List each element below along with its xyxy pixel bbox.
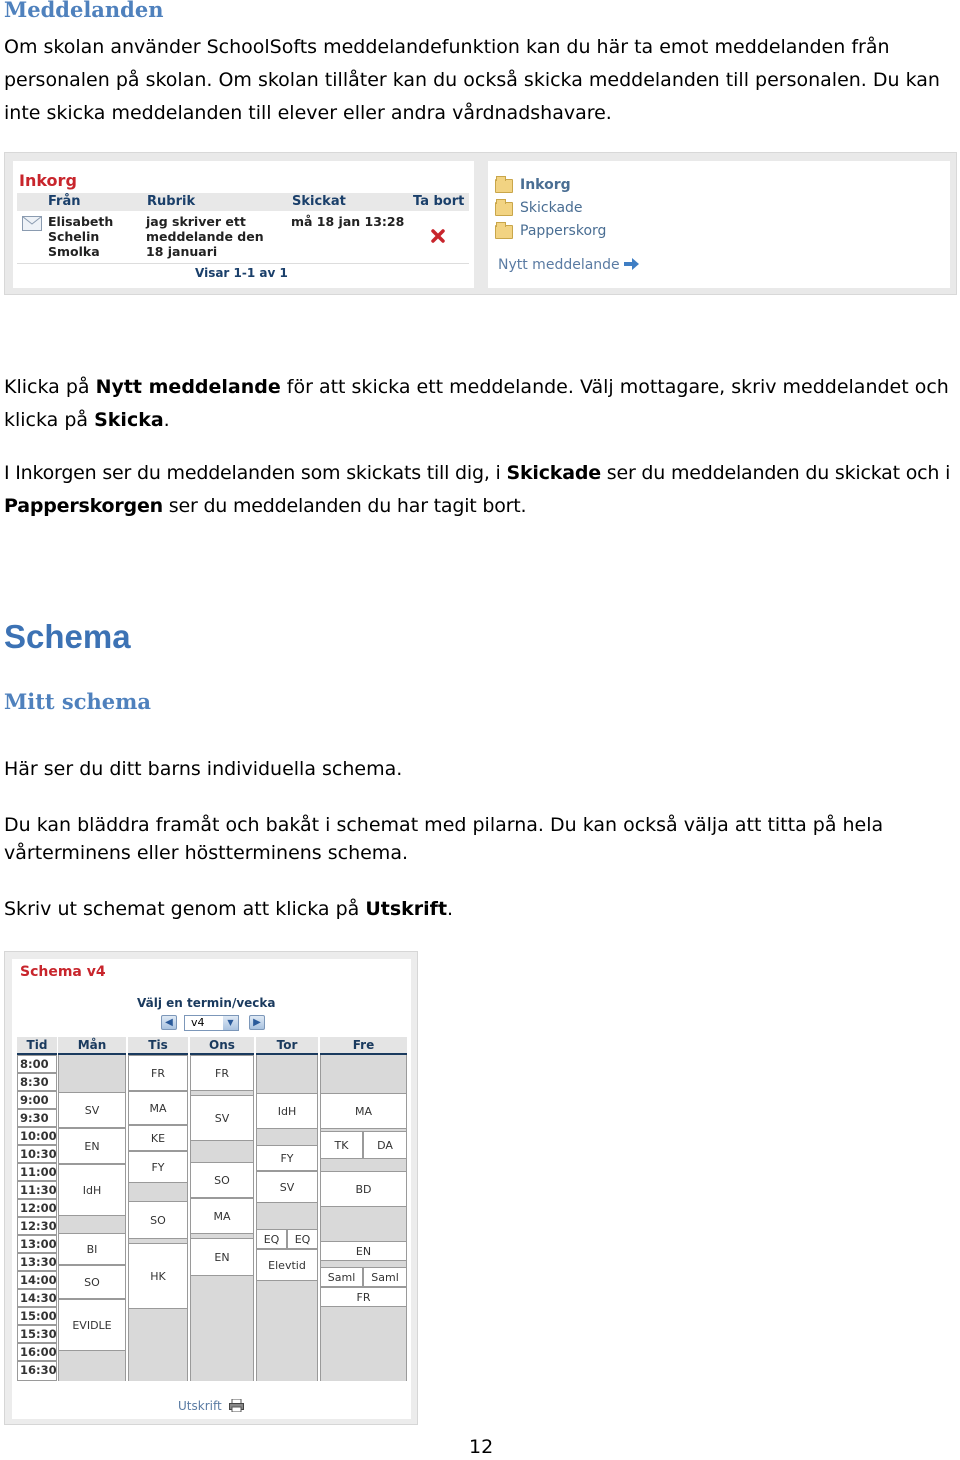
select-label: Välj en termin/vecka xyxy=(137,996,276,1010)
message-from[interactable] xyxy=(48,214,113,259)
text: Klicka på xyxy=(4,376,96,398)
lesson-cell[interactable]: IdH xyxy=(58,1164,126,1216)
lesson-cell[interactable]: MA xyxy=(128,1091,188,1125)
header-thu: Tor xyxy=(256,1037,318,1055)
print-label: Utskrift xyxy=(178,1399,222,1413)
bold-text: Nytt meddelande xyxy=(95,376,281,398)
divider xyxy=(17,263,469,264)
lesson-cell[interactable]: EQ xyxy=(287,1229,318,1249)
week-select-value: v4 xyxy=(191,1016,205,1029)
bold-text: Skickade xyxy=(506,462,601,484)
pager-text: Visar 1-1 av 1 xyxy=(195,266,288,280)
lesson-cell[interactable]: EN xyxy=(190,1238,254,1276)
next-week-button[interactable]: ▶ xyxy=(249,1015,265,1030)
text: I Inkorgen ser du meddelanden som skickats till dig, i xyxy=(4,462,507,484)
time-cell: 10:00 xyxy=(17,1127,57,1145)
lesson-cell[interactable]: SO xyxy=(128,1201,188,1239)
text: Skriv ut schemat genom att klicka på xyxy=(4,898,366,920)
intro-line: Om skolan använder SchoolSofts meddelandefunktion kan du här ta emot meddelanden från xyxy=(4,36,890,58)
lesson-cell[interactable]: IdH xyxy=(256,1093,318,1129)
time-cell: 8:00 xyxy=(17,1055,57,1073)
delete-icon[interactable] xyxy=(430,228,446,244)
instruction-line xyxy=(4,371,954,404)
lesson-cell[interactable]: Elevtid xyxy=(256,1249,318,1281)
folder-icon xyxy=(495,179,513,193)
lesson-cell[interactable]: FY xyxy=(128,1151,188,1183)
folder-label: Papperskorg xyxy=(520,223,607,239)
from-line: Elisabeth xyxy=(48,214,114,229)
lesson-cell[interactable]: BI xyxy=(58,1233,126,1265)
printer-icon xyxy=(229,1399,244,1412)
lesson-cell[interactable]: EN xyxy=(58,1128,126,1164)
header-wed: Ons xyxy=(190,1037,254,1055)
folder-label: Skickade xyxy=(520,200,583,216)
time-cell: 9:30 xyxy=(17,1109,57,1127)
lesson-cell[interactable]: EQ xyxy=(256,1229,287,1249)
time-cell: 10:30 xyxy=(17,1145,57,1163)
text: . xyxy=(447,898,454,920)
instruction-line xyxy=(4,490,960,523)
time-cell: 13:00 xyxy=(17,1235,57,1253)
time-cell: 14:30 xyxy=(17,1289,57,1307)
lesson-cell[interactable]: EN xyxy=(320,1241,407,1261)
col-subject[interactable]: Rubrik xyxy=(147,194,196,209)
lesson-cell[interactable]: SO xyxy=(190,1162,254,1198)
time-cell: 16:30 xyxy=(17,1361,57,1381)
schema-paragraph-3 xyxy=(4,895,453,923)
time-cell: 12:00 xyxy=(17,1199,57,1217)
subheading-mitt-schema: Mitt schema xyxy=(4,689,151,714)
lesson-cell[interactable]: HK xyxy=(128,1243,188,1309)
time-cell: 9:00 xyxy=(17,1091,57,1109)
instruction-line xyxy=(4,404,954,437)
text-line: Du kan bläddra framåt och bakåt i schemat med pilarna. Du kan också välja att titta på hela xyxy=(4,814,884,836)
col-sent[interactable]: Skickat xyxy=(292,194,346,209)
new-message-label: Nytt meddelande xyxy=(498,257,620,273)
new-message-link[interactable] xyxy=(498,257,640,273)
schedule-screenshot xyxy=(4,951,418,1425)
instructions-paragraph-2 xyxy=(4,457,960,523)
lesson-cell[interactable]: TK xyxy=(320,1131,363,1159)
lesson-cell[interactable]: Saml xyxy=(363,1267,407,1287)
message-sent: må 18 jan 13:28 xyxy=(291,214,405,229)
subject-line: meddelande den xyxy=(146,229,264,244)
intro-line: personalen på skolan. Om skolan tillåter kan du också skicka meddelanden till personalen. Du kan xyxy=(4,69,940,91)
time-cell: 14:00 xyxy=(17,1271,57,1289)
time-cell: 13:30 xyxy=(17,1253,57,1271)
lesson-cell[interactable]: FR xyxy=(190,1055,254,1091)
inbox-title: Inkorg xyxy=(19,171,77,190)
chevron-down-icon: ▼ xyxy=(223,1016,238,1030)
intro-line: inte skicka meddelanden till elever eller andra vårdnadshavare. xyxy=(4,102,612,124)
time-cell: 11:30 xyxy=(17,1181,57,1199)
text: . xyxy=(163,409,170,431)
time-cell: 16:00 xyxy=(17,1343,57,1361)
time-cell: 15:30 xyxy=(17,1325,57,1343)
text: ser du meddelanden du har tagit bort. xyxy=(162,495,527,517)
text: för att skicka ett meddelande. Välj mottagare, skriv meddelandet och xyxy=(280,376,949,398)
header-fre: Fre xyxy=(320,1037,407,1055)
bold-text: Skicka xyxy=(94,409,164,431)
bold-text: Utskrift xyxy=(365,898,448,920)
time-cell: 15:00 xyxy=(17,1307,57,1325)
folder-label: Inkorg xyxy=(520,177,571,193)
lesson-cell[interactable]: Saml xyxy=(320,1267,363,1287)
subject-line: jag skriver ett xyxy=(146,214,246,229)
intro-paragraph xyxy=(4,31,954,130)
lesson-cell[interactable]: SV xyxy=(58,1092,126,1128)
folders-panel xyxy=(488,161,950,288)
envelope-icon xyxy=(22,216,42,231)
header-tue: Tis xyxy=(128,1037,188,1055)
instructions-paragraph-1 xyxy=(4,371,954,437)
header-tid: Tid xyxy=(17,1037,57,1055)
schedule-panel xyxy=(12,959,411,1419)
lesson-cell[interactable]: EVIDLE xyxy=(58,1299,126,1351)
lesson-cell[interactable]: MA xyxy=(320,1093,407,1129)
print-link[interactable] xyxy=(178,1399,244,1413)
prev-week-button[interactable]: ◀ xyxy=(161,1015,177,1030)
lesson-cell[interactable]: KE xyxy=(128,1125,188,1151)
lesson-cell[interactable]: SV xyxy=(190,1095,254,1141)
schedule-grid xyxy=(17,1037,407,1381)
lesson-cell[interactable]: FY xyxy=(256,1145,318,1171)
page-number: 12 xyxy=(469,1436,494,1458)
lesson-cell[interactable]: DA xyxy=(363,1131,407,1159)
text-line: vårterminens eller höstterminens schema. xyxy=(4,842,409,864)
time-cell: 8:30 xyxy=(17,1073,57,1091)
bold-text: Papperskorgen xyxy=(4,495,163,517)
inbox-header-row xyxy=(17,193,469,211)
time-cell: 12:30 xyxy=(17,1217,57,1235)
text: klicka på xyxy=(4,409,95,431)
lesson-cell[interactable]: FR xyxy=(320,1287,407,1307)
col-from[interactable]: Från xyxy=(48,194,81,209)
message-subject[interactable] xyxy=(146,214,264,259)
folder-icon xyxy=(495,225,513,239)
from-line: Smolka xyxy=(48,244,100,259)
arrow-right-icon xyxy=(624,258,640,270)
text: ser du meddelanden du skickat och i xyxy=(600,462,951,484)
lesson-cell[interactable]: MA xyxy=(190,1198,254,1234)
lesson-cell[interactable]: FR xyxy=(128,1055,188,1091)
folder-icon xyxy=(495,202,513,216)
subject-line: 18 januari xyxy=(146,244,218,259)
time-cell: 11:00 xyxy=(17,1163,57,1181)
inbox-screenshot xyxy=(4,152,957,295)
section-heading-schema: Schema xyxy=(4,618,131,655)
week-select[interactable] xyxy=(184,1015,239,1031)
section-heading-meddelanden: Meddelanden xyxy=(4,0,164,22)
schema-paragraph-1: Här ser du ditt barns individuella schema. xyxy=(4,758,403,780)
lesson-cell[interactable]: BD xyxy=(320,1171,407,1207)
schema-paragraph-2 xyxy=(4,811,954,867)
instruction-line xyxy=(4,457,960,490)
lesson-cell[interactable]: SO xyxy=(58,1265,126,1299)
header-mon: Mån xyxy=(58,1037,126,1055)
inbox-panel xyxy=(13,161,474,288)
schedule-title: Schema v4 xyxy=(20,964,106,980)
col-delete: Ta bort xyxy=(413,194,465,209)
from-line: Schelin xyxy=(48,229,100,244)
lesson-cell[interactable]: SV xyxy=(256,1171,318,1203)
